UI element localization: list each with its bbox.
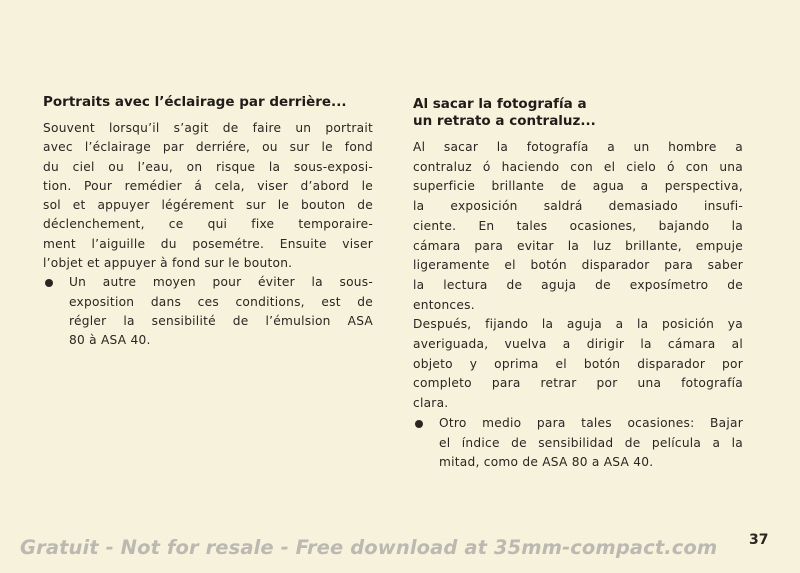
text-line: l’objet et appuyer à fond sur le bouton. <box>43 256 293 271</box>
text-line: avec l’éclairage par derriére, ou sur le fond <box>43 140 373 155</box>
text-line: du ciel ou l’eau, on risque la sous-exposi- <box>43 159 373 174</box>
french-paragraph <box>43 119 373 273</box>
spanish-bullet-item <box>413 414 743 473</box>
text-line: la lectura de aguja de exposímetro de <box>413 277 743 292</box>
text-line: tion. Pour remédier á cela, viser d’abord le <box>43 178 373 193</box>
text-line: contraluz ó haciendo con el cielo ó con una <box>413 159 743 174</box>
text-line: cámara para evitar la luz brillante, empuje <box>413 238 743 253</box>
spanish-heading <box>413 96 743 130</box>
text-line: sol et appuyer légérement sur le bouton de <box>43 198 373 213</box>
text-line: mitad, como de ASA 80 a ASA 40. <box>439 455 654 470</box>
watermark-text: Gratuit - Not for resale - Free download at 35mm-compact.com <box>20 536 718 559</box>
spanish-paragraph <box>413 138 743 414</box>
french-bullet-item <box>43 273 373 350</box>
text-line: ment l’aiguille du posemétre. Ensuite viser <box>43 236 373 251</box>
text-line: Después, fijando la aguja a la posición ya <box>413 317 743 332</box>
text-line: completo para retrar por una fotografía <box>413 376 743 391</box>
french-column <box>43 94 373 351</box>
text-line: ciente. En tales ocasiones, bajando la <box>413 218 743 233</box>
text-line: la exposición saldrá demasiado insufi- <box>413 199 743 214</box>
text-line: ligeramente el botón disparador para saber <box>413 258 743 273</box>
text-line: superficie brillante de agua a perspectiva, <box>413 179 743 194</box>
page-number: 37 <box>749 532 769 548</box>
text-line: el índice de sensibilidad de película a la <box>439 435 743 450</box>
heading-line: un retrato a contraluz... <box>413 113 596 129</box>
heading-line: Al sacar la fotografía a <box>413 96 587 112</box>
text-line: régler la sensibilité de l’émulsion ASA <box>69 313 373 328</box>
text-line: Otro medio para tales ocasiones: Bajar <box>439 415 743 430</box>
text-line: entonces. <box>413 297 475 312</box>
text-line: clara. <box>413 396 449 411</box>
french-heading: Portraits avec l’éclairage par derrière... <box>43 94 347 110</box>
text-line: 80 à ASA 40. <box>69 333 151 348</box>
text-line: exposition dans ces conditions, est de <box>69 294 373 309</box>
text-line: averiguada, vuelva a dirigir la cámara al <box>413 337 743 352</box>
spanish-column <box>413 96 743 473</box>
text-line: objeto y oprima el botón disparador por <box>413 356 743 371</box>
text-line: Al sacar la fotografía a un hombre a <box>413 140 743 154</box>
text-line: Un autre moyen pour éviter la sous- <box>69 275 373 290</box>
text-line: Souvent lorsqu’il s’agit de faire un portrait <box>43 121 373 135</box>
bullet-icon <box>415 420 423 428</box>
text-line: déclenchement, ce qui fixe temporaire- <box>43 217 373 232</box>
bullet-icon <box>45 279 53 287</box>
